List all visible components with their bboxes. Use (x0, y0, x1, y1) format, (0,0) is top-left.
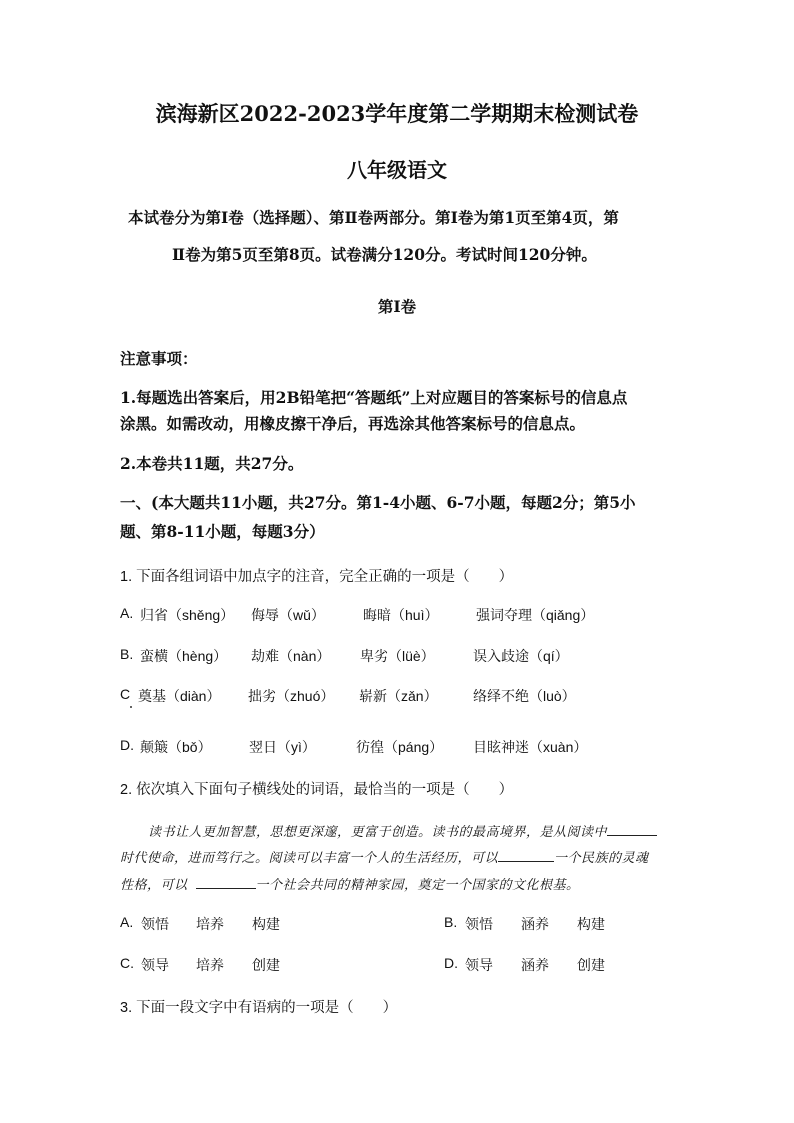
section-title: 第Ⅰ卷 (377, 297, 417, 316)
q1-option-word: 强词夺理（qiǎng） (476, 607, 595, 623)
q2-option-label: C. (120, 955, 134, 971)
q2-option-word: 领导 (465, 957, 493, 973)
q2-passage-line-2 (120, 847, 649, 866)
part1-line-1: 一、(本大题共11小题，共27分。第1-4小题、6-7小题，每题2分；第5小 (120, 493, 636, 512)
q2-option-word: 创建 (252, 957, 280, 973)
q2-passage-line-3 (120, 874, 580, 893)
notes-item-2: 2.本卷共11题，共27分。 (120, 454, 304, 473)
q2-option-word: 涵养 (521, 916, 549, 932)
q1-option-label: B. (120, 646, 134, 662)
q1-option-word: 晦暗（huì） (363, 607, 439, 623)
passage-text: 性格，可以 (120, 878, 188, 893)
passage-text: 一个民族的灵魂 (554, 851, 649, 866)
q2-option-word: 领悟 (465, 916, 493, 932)
q2-option-word: 构建 (577, 916, 605, 932)
passage-text: 读书让人更加智慧，思想更深邃，更富于创造。读书的最高境界，是从阅读中 (148, 825, 608, 840)
passage-text: 一个社会共同的精神家园，奠定一个国家的文化根基。 (255, 878, 580, 893)
passage-text: 时代使命，进而笃行之。阅读可以丰富一个人的生活经历，可以 (120, 851, 499, 866)
fill-blank-1 (607, 823, 657, 836)
q1-option-word: 络绎不绝（luò） (473, 688, 576, 704)
intro-line-2: Ⅱ卷为第5页至第8页。试卷满分120分。考试时间120分钟。 (172, 245, 597, 264)
q1-option-word: 彷徨（páng） (356, 739, 444, 755)
q2-option-word: 涵养 (521, 957, 549, 973)
q2-option-label: D. (444, 955, 458, 971)
q1-stem: 1. 下面各组词语中加点字的注音，完全正确的一项是（ ） (120, 569, 514, 585)
q1-option-word: 颠簸（bǒ） (140, 739, 212, 755)
q2-passage-line-1 (148, 821, 657, 840)
q1-option-word: 崭新（zǎn） (359, 688, 438, 704)
exam-subtitle: 八年级语文 (347, 158, 447, 182)
q1-option-word: 侮辱（wǔ） (251, 607, 325, 623)
fill-blank-2 (498, 849, 554, 862)
part1-line-2: 题、第8-11小题，每题3分） (120, 522, 325, 541)
emphasis-dot (130, 706, 132, 708)
q2-option-word: 培养 (196, 957, 224, 973)
q2-option-label: B. (444, 914, 458, 930)
q1-option-label: A. (120, 605, 134, 621)
notes-item-1-line-1: 1.每题选出答案后，用2B铅笔把“答题纸”上对应题目的答案标号的信息点 (120, 388, 628, 407)
q1-option-label: D. (120, 737, 134, 753)
q1-option-word: 拙劣（zhuó） (248, 688, 335, 704)
q2-option-word: 培养 (196, 916, 224, 932)
intro-line-1: 本试卷分为第Ⅰ卷（选择题）、第Ⅱ卷两部分。第Ⅰ卷为第1页至第4页，第 (128, 208, 619, 227)
q3-stem: 3. 下面一段文字中有语病的一项是（ ） (120, 1000, 398, 1016)
q1-option-word: 奠基（diàn） (138, 688, 221, 704)
q1-option-word: 归省（shěng） (140, 607, 235, 623)
q2-option-word: 领悟 (141, 916, 169, 932)
fill-blank-3 (196, 876, 256, 889)
q2-option-word: 领导 (141, 957, 169, 973)
q2-stem: 2. 依次填入下面句子横线处的词语，最恰当的一项是（ ） (120, 782, 514, 798)
q1-option-word: 卑劣（lüè） (360, 648, 435, 664)
notes-heading: 注意事项： (120, 349, 198, 368)
q1-option-word: 翌日（yì） (249, 739, 316, 755)
q1-option-word: 劫难（nàn） (251, 648, 331, 664)
q1-option-word: 目眩神迷（xuàn） (473, 739, 588, 755)
q1-option-label: C (120, 686, 131, 702)
q1-option-word: 误入歧途（qí） (473, 648, 569, 664)
q1-option-word: 蛮横（hèng） (140, 648, 228, 664)
q2-option-word: 创建 (577, 957, 605, 973)
q2-option-word: 构建 (252, 916, 280, 932)
notes-item-1-line-2: 涂黑。如需改动，用橡皮擦干净后，再选涂其他答案标号的信息点。 (120, 414, 586, 433)
exam-title: 滨海新区2022-2023学年度第二学期期末检测试卷 (155, 101, 639, 126)
q2-option-label: A. (120, 914, 134, 930)
